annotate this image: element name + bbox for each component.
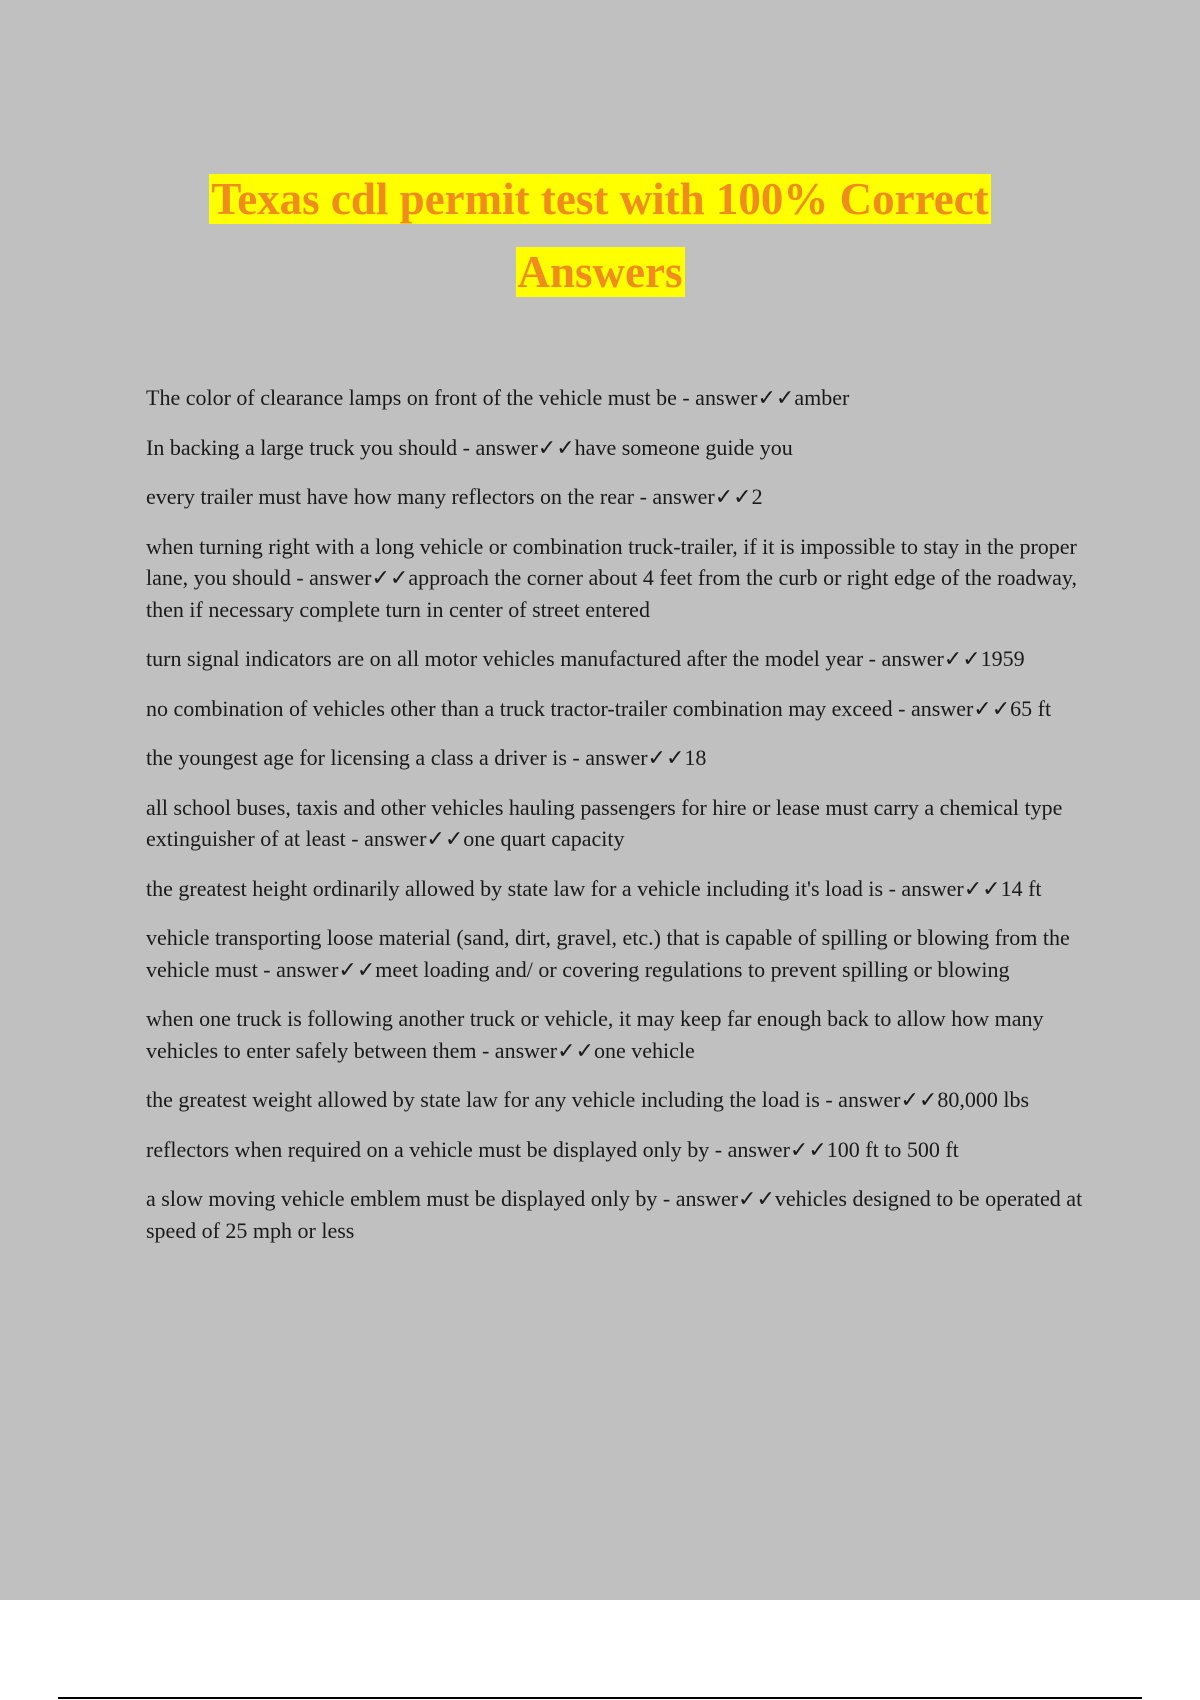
- qa-item: no combination of vehicles other than a truck tractor-trailer combination may exceed - answer✓✓65 ft: [146, 695, 1052, 721]
- qa-item: In backing a large truck you should - answer✓✓have someone guide you: [146, 434, 793, 460]
- qa-item: the greatest weight allowed by state law for any vehicle including the load is - answer✓✓80,000 lbs: [146, 1087, 1030, 1112]
- qa-item: reflectors when required on a vehicle must be displayed only by - answer✓✓100 ft to 500 ft: [146, 1136, 959, 1162]
- qa-item: the greatest height ordinarily allowed by state law for a vehicle including it's load is - answer✓✓14 ft: [146, 875, 1042, 901]
- qa-item: all school buses, taxis and other vehicles hauling passengers for hire or lease must carry a chemical type extinguisher of at least - answer✓✓one quart capacity: [146, 794, 1063, 851]
- qa-item: the youngest age for licensing a class a driver is - answer✓✓18: [146, 745, 707, 770]
- qa-item: every trailer must have how many reflectors on the rear - answer✓✓2: [146, 484, 763, 509]
- qa-item: The color of clearance lamps on front of the vehicle must be - answer✓✓amber: [146, 385, 850, 410]
- qa-item: a slow moving vehicle emblem must be displayed only by - answer✓✓vehicles designed to be operated at speed of 25 mph or less: [146, 1186, 1083, 1243]
- question-answer-list: [146, 382, 1086, 1264]
- title-line-1: Texas cdl permit test with 100% Correct: [211, 174, 989, 224]
- qa-item: turn signal indicators are on all motor vehicles manufactured after the model year - answer✓✓1959: [146, 646, 1025, 671]
- qa-item: when one truck is following another truck or vehicle, it may keep far enough back to allow how many vehicles to enter safely between them - answer✓✓one vehicle: [146, 1006, 1044, 1063]
- title-line-2: Answers: [517, 247, 683, 297]
- document-title: [0, 168, 1200, 314]
- qa-item: vehicle transporting loose material (sand, dirt, gravel, etc.) that is capable of spilling or blowing from the vehicle must - answer✓✓meet loading and/ or covering regulations to prevent spilling or blowing: [146, 925, 1070, 982]
- page-divider: [58, 1697, 1142, 1699]
- qa-item: when turning right with a long vehicle or combination truck-trailer, if it is impossible to stay in the proper lane, you should - answer✓✓approach the corner about 4 feet from the curb or right edge of the roadway, then if necessary complete turn in center of street entered: [146, 533, 1077, 622]
